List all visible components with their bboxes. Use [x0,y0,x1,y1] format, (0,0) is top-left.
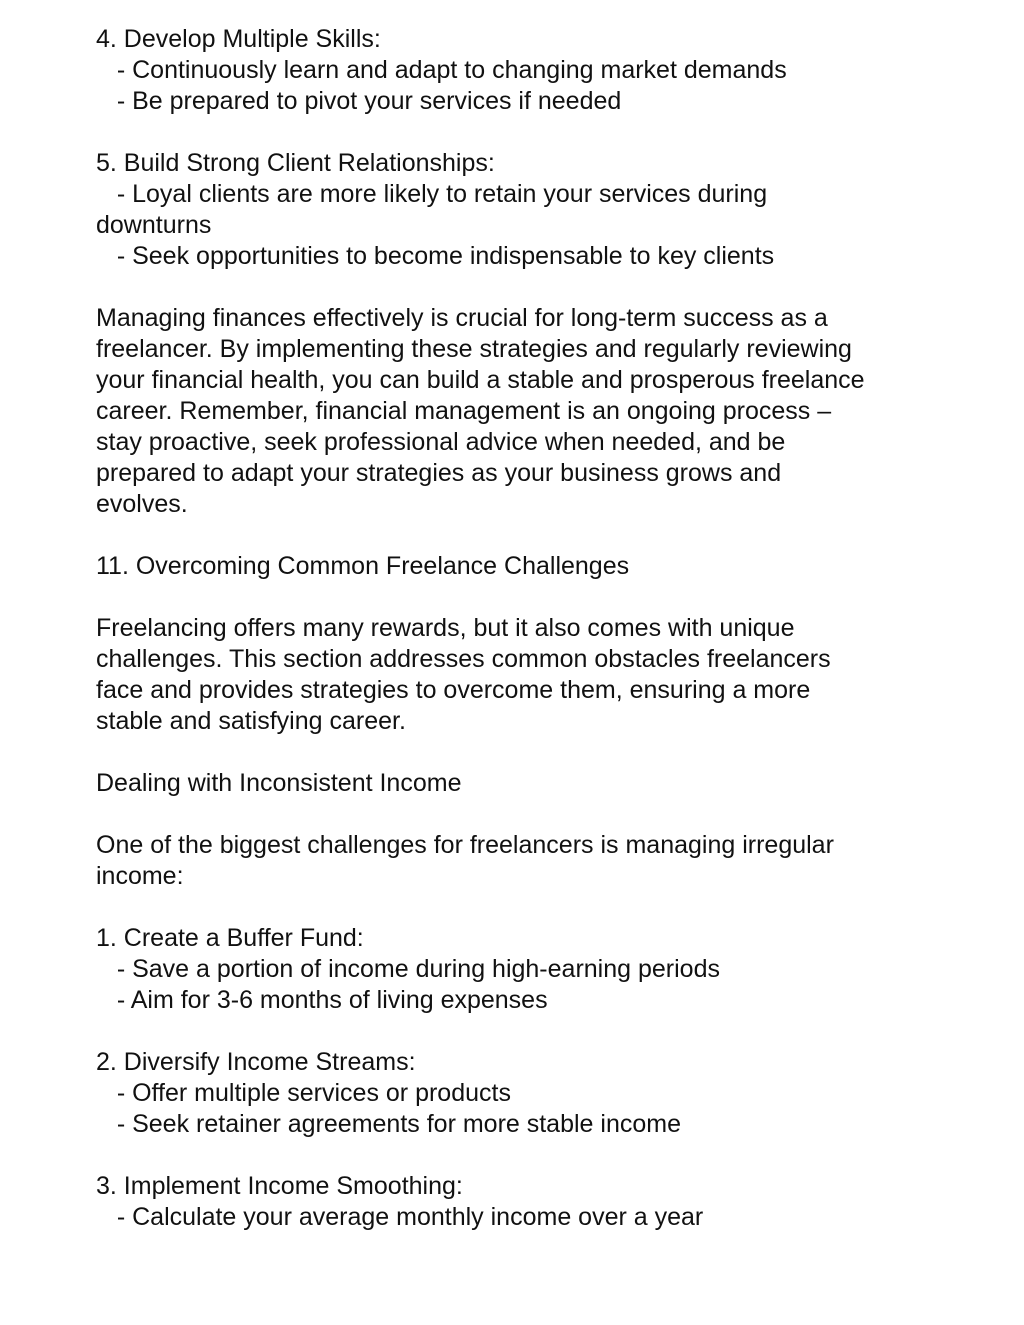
section-heading [96,551,996,582]
bullet [96,954,996,985]
paragraph [96,830,996,892]
list-heading-line: 2. Diversify Income Streams: [96,1048,416,1076]
bullet-line: - Aim for 3-6 months of living expenses [96,986,548,1014]
blank-line [96,737,996,768]
bullet-line: - Calculate your average monthly income over a year [96,1203,704,1231]
blank-line [96,520,996,551]
blank-line [96,892,996,923]
paragraph-line: your financial health, you can build a stable and prosperous freelance [96,366,865,394]
paragraph [96,613,996,737]
list-heading-line: 4. Develop Multiple Skills: [96,25,381,53]
blank-line [96,117,996,148]
paragraph-line: Managing finances effectively is crucial for long-term success as a [96,304,828,332]
bullet-line: - Loyal clients are more likely to retain your services during [96,180,768,208]
blank-line [96,582,996,613]
paragraph-line: evolves. [96,490,188,518]
bullet-line: downturns [96,211,212,239]
paragraph-line: face and provides strategies to overcome them, ensuring a more [96,676,811,704]
list-heading [96,1171,996,1202]
paragraph-line: Freelancing offers many rewards, but it also comes with unique [96,614,795,642]
list-heading [96,923,996,954]
paragraph-line: challenges. This section addresses common obstacles freelancers [96,645,831,673]
subheading [96,768,996,799]
bullet [96,985,996,1016]
blank-line [96,1140,996,1171]
list-heading [96,148,996,179]
list-heading-line: 3. Implement Income Smoothing: [96,1172,463,1200]
blank-line [96,1016,996,1047]
bullet [96,241,996,272]
list-heading-line: 5. Build Strong Client Relationships: [96,149,495,177]
bullet-line: - Be prepared to pivot your services if needed [96,87,622,115]
paragraph-line: stay proactive, seek professional advice when needed, and be [96,428,786,456]
paragraph-line: stable and satisfying career. [96,707,406,735]
bullet-line: - Seek retainer agreements for more stable income [96,1110,681,1138]
bullet [96,55,996,86]
paragraph-line: income: [96,862,184,890]
bullet-line: - Save a portion of income during high-earning periods [96,955,720,983]
blank-line [96,272,996,303]
bullet [96,1202,996,1233]
document-page [96,24,996,1233]
list-heading [96,24,996,55]
bullet [96,1078,996,1109]
bullet-line: - Seek opportunities to become indispensable to key clients [96,242,775,270]
list-heading-line: 1. Create a Buffer Fund: [96,924,364,952]
bullet [96,86,996,117]
list-heading [96,1047,996,1078]
paragraph-line: career. Remember, financial management is an ongoing process – [96,397,832,425]
subheading-line: Dealing with Inconsistent Income [96,769,462,797]
blank-line [96,799,996,830]
paragraph [96,303,996,520]
paragraph-line: prepared to adapt your strategies as your business grows and [96,459,782,487]
paragraph-line: freelancer. By implementing these strategies and regularly reviewing [96,335,852,363]
paragraph-line: One of the biggest challenges for freelancers is managing irregular [96,831,834,859]
bullet-line: - Continuously learn and adapt to changing market demands [96,56,787,84]
bullet-line: - Offer multiple services or products [96,1079,511,1107]
bullet [96,1109,996,1140]
bullet [96,179,996,241]
section-heading-line: 11. Overcoming Common Freelance Challenges [96,552,630,580]
